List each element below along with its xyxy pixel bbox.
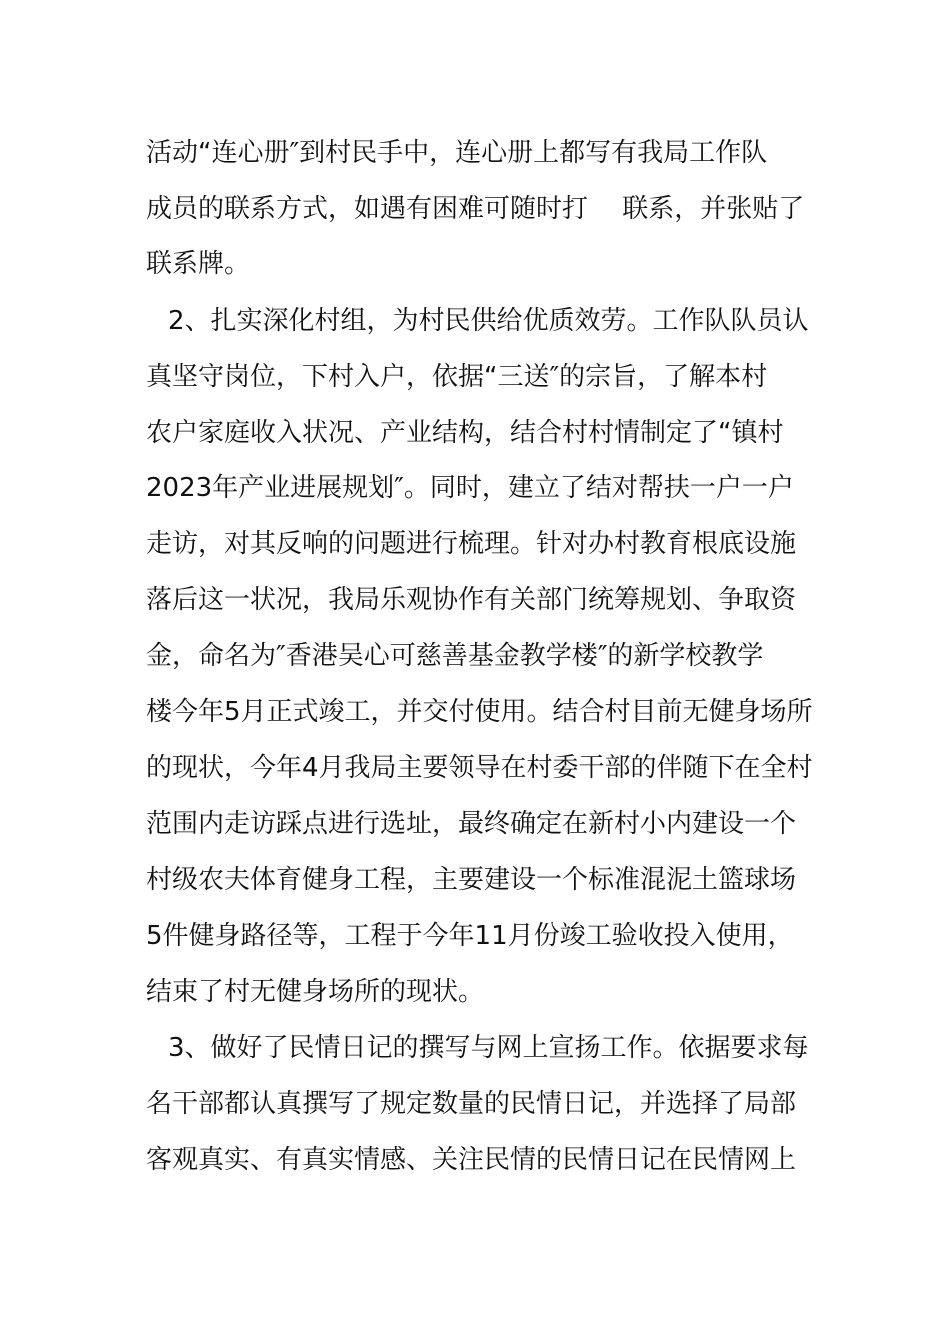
- text-line: 村级农夫体育健身工程，主要建设一个标准混泥土篮球场: [146, 865, 797, 895]
- text-line: 落后这一状况，我局乐观协作有关部门统筹规划、争取资: [146, 585, 797, 615]
- text-line: 真坚守岗位，下村入户，依据“三送″的宗旨，了解本村: [146, 362, 768, 392]
- text-line: 联系牌。: [146, 249, 251, 279]
- text-line: 成员的联系方式，如遇有困难可随时打 联系，并张贴了: [146, 194, 805, 224]
- text-line: 范围内走访踩点进行选址，最终确定在新村小内建设一个: [146, 809, 797, 839]
- paragraph-start-line: 3、做好了民情日记的撰写与网上宣扬工作。依据要求每: [168, 1033, 809, 1063]
- text-line: 走访，对其反响的问题进行梳理。针对办村教育根底设施: [146, 529, 797, 559]
- text-line: 结束了村无健身场所的现状。: [146, 977, 485, 1007]
- text-line: 金，命名为″香港吴心可慈善基金教学楼″的新学校教学: [146, 641, 764, 671]
- text-line: 农户家庭收入状况、产业结构，结合村村情制定了“镇村: [146, 418, 784, 448]
- text-line: 2023年产业进展规划″。同时，建立了结对帮扶一户一户: [146, 473, 794, 503]
- text-line: 楼今年5月正式竣工，并交付使用。结合村目前无健身场所: [146, 697, 813, 727]
- paragraph-start-line: 2、扎实深化村组，为村民供给优质效劳。工作队队员认: [168, 306, 809, 336]
- text-line: 客观真实、有真实情感、关注民情的民情日记在民情网上: [146, 1145, 797, 1175]
- text-line: 名干部都认真撰写了规定数量的民情日记，并选择了局部: [146, 1089, 797, 1119]
- text-line: 的现状，今年4月我局主要领导在村委干部的伴随下在全村: [146, 753, 813, 783]
- text-line: 5件健身路径等，工程于今年11月份竣工验收投入使用，: [146, 921, 794, 951]
- text-line: 活动“连心册″到村民手中，连心册上都写有我局工作队: [146, 138, 768, 168]
